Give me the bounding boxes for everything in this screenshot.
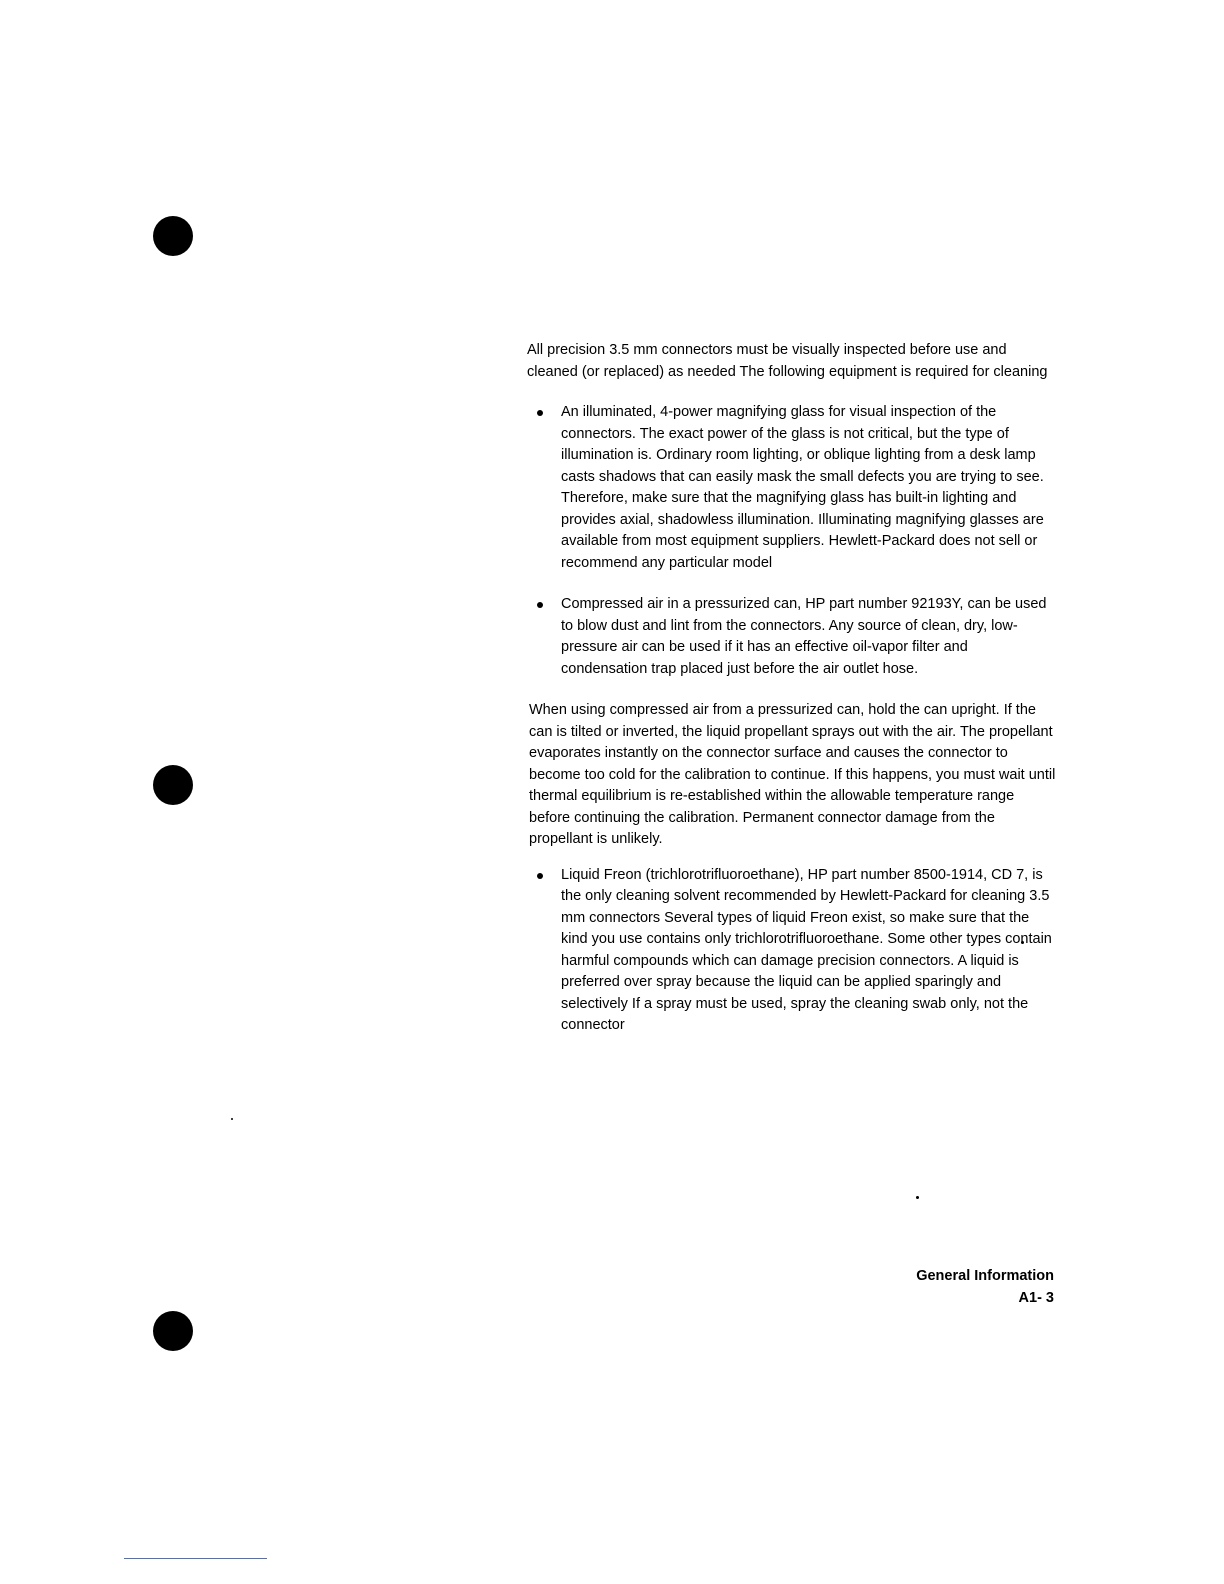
equipment-list-continued — [527, 865, 1057, 1037]
page-footer — [916, 1265, 1054, 1309]
page-body — [527, 340, 1057, 1057]
caution-paragraph: When using compressed air from a pressurized can, hold the can upright. If the can is tilted or inverted, the liquid propellant sprays out with the air. The propellant evaporates instantly on the connector surface and causes the connector to become too cold for the calibration to continue. If this happens, you must wait until thermal equilibrium is re-established within the allowable temperature range before continuing the calibration. Permanent connector damage from the propellant is unlikely. — [529, 702, 1056, 847]
binder-hole — [153, 1311, 193, 1351]
bullet-icon — [537, 602, 543, 608]
binder-hole — [153, 765, 193, 805]
list-item-text: An illuminated, 4-power magnifying glass for visual inspection of the connectors. The exact power of the glass is not critical, but the type of illumination is. Ordinary room lighting, or oblique lighting from a desk lamp casts shadows that can easily mask the small defects you are trying to see. Therefore, make sure that the magnifying glass has built-in lighting and provides axial, shadowless illumination. Illuminating magnifying glasses are available from most equipment suppliers. Hewlett-Packard does not sell or recommend any particular model — [561, 404, 1044, 571]
bottom-rule — [124, 1558, 267, 1559]
scan-speck — [916, 1196, 919, 1199]
bullet-icon — [537, 873, 543, 879]
intro-paragraph: All precision 3.5 mm connectors must be visually inspected before use and cleaned (or replaced) as needed The following equipment is required for cleaning — [527, 342, 1048, 380]
bullet-icon — [537, 410, 543, 416]
page-number: A1- 3 — [1018, 1290, 1054, 1306]
list-item-text: Compressed air in a pressurized can, HP part number 92193Y, can be used to blow dust and lint from the connectors. Any source of clean, dry, low-pressure air can be used if it has an effective oil-vapor filter and condensation trap placed just before the air outlet hose. — [561, 596, 1047, 677]
binder-hole — [153, 216, 193, 256]
footer-section-title: General Information — [916, 1268, 1054, 1284]
list-item — [527, 594, 1057, 680]
scan-speck — [231, 1118, 233, 1120]
equipment-list — [527, 402, 1057, 680]
list-item-text: Liquid Freon (trichlorotrifluoroethane), HP part number 8500-1914, CD 7, is the only cleaning solvent recommended by Hewlett-Packard for cleaning 3.5 mm connectors Several types of liquid Freon exist, so make sure that the kind you use contains only trichlorotrifluoroethane. Some other types contain harmful compounds which can damage precision connectors. A liquid is preferred over spray because the liquid can be applied sparingly and selectively If a spray must be used, spray the cleaning swab only, not the connector — [561, 866, 1052, 1033]
list-item — [527, 402, 1057, 574]
list-item — [527, 865, 1057, 1037]
